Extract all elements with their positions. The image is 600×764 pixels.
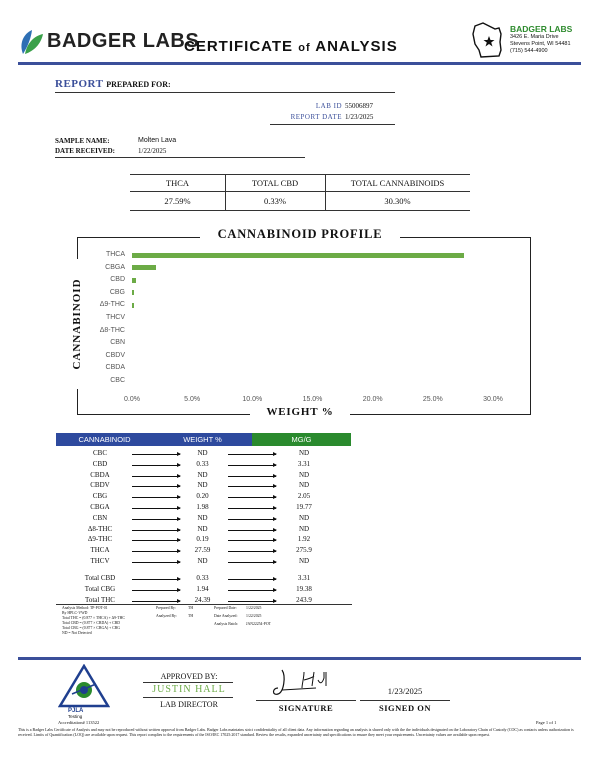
row-weight: ND bbox=[197, 513, 208, 522]
method-notes bbox=[62, 606, 152, 636]
row-weight: 0.19 bbox=[196, 535, 209, 544]
summary-top-rule bbox=[130, 174, 470, 175]
row-cannabinoid: CBG bbox=[92, 492, 108, 501]
director-name: JUSTIN HALL bbox=[152, 684, 226, 695]
row-weight: ND bbox=[197, 481, 208, 490]
prepared-date-label: Prepared Date: bbox=[214, 606, 237, 610]
table-header-weight: WEIGHT % bbox=[153, 433, 252, 446]
chart-bar bbox=[132, 253, 464, 258]
chart-bar bbox=[132, 303, 134, 308]
chart-x-tick-label: 15.0% bbox=[302, 396, 323, 403]
table-header-cannabinoid: CANNABINOID bbox=[56, 433, 153, 446]
row-cannabinoid: Total CBG bbox=[84, 584, 116, 593]
prepared-by-value: TH bbox=[188, 606, 194, 610]
row-cannabinoid: Total THC bbox=[85, 595, 115, 604]
summary-value-total-cbd: 0.33% bbox=[264, 196, 286, 206]
pjla-accreditation-logo-icon bbox=[58, 664, 110, 710]
row-weight: 0.33 bbox=[196, 574, 209, 582]
row-mg: 275.9 bbox=[296, 546, 312, 555]
approved-by-underline bbox=[143, 682, 233, 683]
row-cannabinoid: Δ8-THC bbox=[87, 524, 113, 533]
analyzed-date-value: 1/22/2025 bbox=[246, 614, 262, 618]
address-line2: Stevens Point, WI 54481 bbox=[510, 41, 571, 47]
chart-category-label: CBGA bbox=[105, 263, 125, 271]
chart-x-tick-label: 30.0% bbox=[483, 396, 503, 403]
row-cannabinoid: THCA bbox=[90, 546, 110, 555]
row-mg: ND bbox=[298, 513, 310, 522]
director-underline bbox=[143, 697, 233, 698]
summary-mid-rule bbox=[130, 191, 470, 192]
footer-divider bbox=[18, 657, 581, 660]
signed-on-label: SIGNED ON bbox=[379, 703, 431, 713]
chart-category-label: Δ8-THC bbox=[99, 326, 125, 334]
signed-date: 1/23/2025 bbox=[387, 686, 423, 696]
badger-leaf-logo-icon bbox=[19, 28, 45, 56]
chart-category-label: CBN bbox=[110, 339, 125, 347]
chart-x-tick-label: 0.0% bbox=[124, 396, 140, 403]
logo-text: BADGER LABS bbox=[47, 30, 200, 52]
row-weight: 0.33 bbox=[196, 459, 209, 468]
page-number: Page 1 of 1 bbox=[536, 720, 557, 725]
row-mg: 19.38 bbox=[296, 584, 312, 593]
summary-bottom-rule bbox=[130, 210, 470, 211]
row-cannabinoid: CBDA bbox=[90, 470, 110, 479]
sample-name-label: SAMPLE NAME: bbox=[55, 137, 110, 145]
report-prepared-for bbox=[55, 78, 171, 90]
analyzed-by-value: TH bbox=[188, 614, 194, 618]
chart-bar bbox=[132, 265, 156, 270]
row-weight: 24.39 bbox=[194, 595, 211, 604]
row-weight: 1.94 bbox=[196, 584, 209, 593]
chart-y-axis-label: CANNABINOID bbox=[71, 259, 83, 389]
report-date-value: 1/23/2025 bbox=[345, 113, 374, 121]
accreditor-sub: Testing bbox=[68, 714, 83, 719]
chart-bar bbox=[132, 278, 136, 283]
row-cannabinoid: Δ9-THC bbox=[87, 535, 113, 544]
row-cannabinoid: THCV bbox=[90, 557, 110, 565]
nd-note: ND = Not Detected bbox=[62, 631, 92, 635]
chart-title: CANNABINOID PROFILE bbox=[200, 227, 400, 242]
signature-label: SIGNATURE bbox=[278, 703, 334, 713]
row-weight: 27.59 bbox=[194, 546, 211, 555]
signed-on-underline bbox=[360, 700, 450, 701]
page-title bbox=[184, 38, 398, 55]
row-mg: 19.77 bbox=[296, 503, 312, 511]
approved-by-label: APPROVED BY: bbox=[160, 672, 218, 681]
chart-category-label: CBDV bbox=[105, 351, 125, 359]
analysis-meta bbox=[156, 606, 356, 630]
row-mg: ND bbox=[298, 470, 310, 479]
chart-category-label: Δ9-THC bbox=[99, 301, 125, 309]
chart-x-tick-label: 10.0% bbox=[242, 396, 263, 403]
summary-header-total-cbd: TOTAL CBD bbox=[251, 178, 299, 188]
row-mg: 243.9 bbox=[296, 595, 312, 604]
row-mg: 3.31 bbox=[297, 574, 311, 582]
row-cannabinoid: CBDV bbox=[90, 481, 110, 490]
title-of: of bbox=[298, 42, 311, 54]
chart-category-label: CBDA bbox=[105, 364, 125, 372]
chart-x-axis-label: WEIGHT % bbox=[250, 406, 350, 418]
row-cannabinoid: CBGA bbox=[90, 503, 110, 511]
row-cannabinoid: CBN bbox=[92, 513, 108, 522]
row-mg: ND bbox=[298, 557, 310, 565]
row-weight: 1.98 bbox=[196, 503, 209, 511]
row-mg: ND bbox=[298, 481, 310, 490]
prepared-date-value: 1/22/2025 bbox=[246, 606, 262, 610]
summary-header-thca: THCA bbox=[165, 178, 190, 188]
date-received-label: DATE RECEIVED: bbox=[55, 147, 115, 155]
row-mg: 3.31 bbox=[297, 459, 311, 468]
date-received-value: 1/22/2025 bbox=[138, 147, 167, 155]
summary-header-total-cannabinoids: TOTAL CANNABINOIDS bbox=[350, 178, 445, 188]
row-weight: ND bbox=[197, 470, 208, 479]
chart-category-label: CBD bbox=[110, 276, 125, 284]
lab-id-value: 55006897 bbox=[345, 102, 373, 110]
batch-label: Analysis Batch: bbox=[214, 622, 239, 626]
chart-frame bbox=[77, 237, 531, 415]
report-date-label: REPORT DATE bbox=[290, 113, 342, 121]
row-cannabinoid: Total CBD bbox=[84, 574, 116, 582]
signature-image bbox=[270, 666, 340, 700]
director-title: LAB DIRECTOR bbox=[160, 700, 218, 709]
formula-thc: Total THC = (0.877 × THCA) + Δ9-THC bbox=[62, 616, 125, 620]
report-underline bbox=[55, 92, 395, 93]
prepared-by-label: Prepared By: bbox=[156, 606, 176, 610]
row-weight: ND bbox=[197, 524, 208, 533]
accreditor-name: PJLA bbox=[68, 708, 84, 714]
row-cannabinoid: CBD bbox=[92, 459, 108, 468]
table-header-mg: MG/G bbox=[252, 433, 351, 446]
chart-x-tick-label: 25.0% bbox=[422, 396, 443, 403]
lab-id-label: LAB ID bbox=[315, 102, 342, 110]
title-end: ANALYSIS bbox=[315, 38, 398, 55]
chart-x-tick-label: 20.0% bbox=[362, 396, 383, 403]
report-date-underline bbox=[270, 124, 395, 125]
summary-value-thca: 27.59% bbox=[164, 196, 191, 206]
chart-category-label: THCV bbox=[105, 314, 125, 321]
row-mg: ND bbox=[298, 449, 310, 457]
signature-underline bbox=[256, 700, 356, 701]
lab-name: BADGER LABS bbox=[510, 24, 573, 34]
chart-bar bbox=[132, 290, 134, 295]
accreditation-number: Accreditation# 113522 bbox=[58, 720, 100, 725]
row-mg: ND bbox=[298, 524, 310, 533]
analyzed-date-label: Date Analyzed: bbox=[214, 614, 238, 618]
sample-name-value: Molten Lava bbox=[138, 137, 177, 144]
lab-address bbox=[510, 24, 572, 55]
title-main: CERTIFICATE bbox=[184, 38, 294, 55]
row-mg: 1.92 bbox=[297, 535, 311, 544]
analyzed-by-label: Analyzed By: bbox=[156, 614, 177, 618]
row-weight: ND bbox=[197, 449, 208, 457]
chart-category-label: THCA bbox=[105, 251, 125, 258]
lab-phone: (715) 544-4900 bbox=[510, 48, 548, 54]
chart-category-label: CBG bbox=[109, 288, 125, 296]
report-word: REPORT bbox=[55, 78, 104, 90]
chart-category-label: CBC bbox=[110, 377, 125, 384]
chart-x-tick-label: 5.0% bbox=[184, 396, 201, 403]
address-line1: 3426 E. Maria Drive bbox=[510, 34, 559, 40]
table-bottom-rule bbox=[56, 604, 352, 605]
summary-value-total-cannabinoids: 30.30% bbox=[384, 196, 411, 206]
disclaimer-text: This is a Badger Labs Certificate of Analysis and may not be reproduced without written approval from Badger Labs. Badger Labs maintains strict confidentiality of all client data. Any information regarding an analysis is shared only with the the individuals designated on the Laboratory Chain of Custody (COC) as contacts unless authorization is received. Limits of Quantification (LOQ) are available upon request. This report complies to the requirements of the ISO/IEC 17025:2017 standard. Review the results, expanded uncertainty and specifications to ensure they meet your requirements. Uncertainty values are available upon request. bbox=[18, 727, 574, 737]
wisconsin-map-icon bbox=[471, 20, 507, 60]
formula-cbg: Total CBG = (0.877 × CBGA) + CBG bbox=[62, 626, 121, 630]
method-line2: By HPLC-VWD bbox=[62, 611, 88, 615]
row-weight: ND bbox=[197, 557, 208, 565]
sample-underline bbox=[55, 157, 305, 158]
method-line: Analysis Method: TP-POT-01 bbox=[62, 606, 108, 610]
formula-cbd: Total CBD = (0.877 × CBDA) + CBD bbox=[62, 621, 121, 625]
row-cannabinoid: CBC bbox=[92, 449, 107, 457]
prepared-for-label: PREPARED FOR: bbox=[106, 80, 171, 89]
batch-value: JAN22254-POT bbox=[246, 622, 271, 626]
row-weight: 0.20 bbox=[196, 492, 209, 501]
row-mg: 2.05 bbox=[297, 492, 311, 501]
header-divider bbox=[18, 62, 581, 65]
